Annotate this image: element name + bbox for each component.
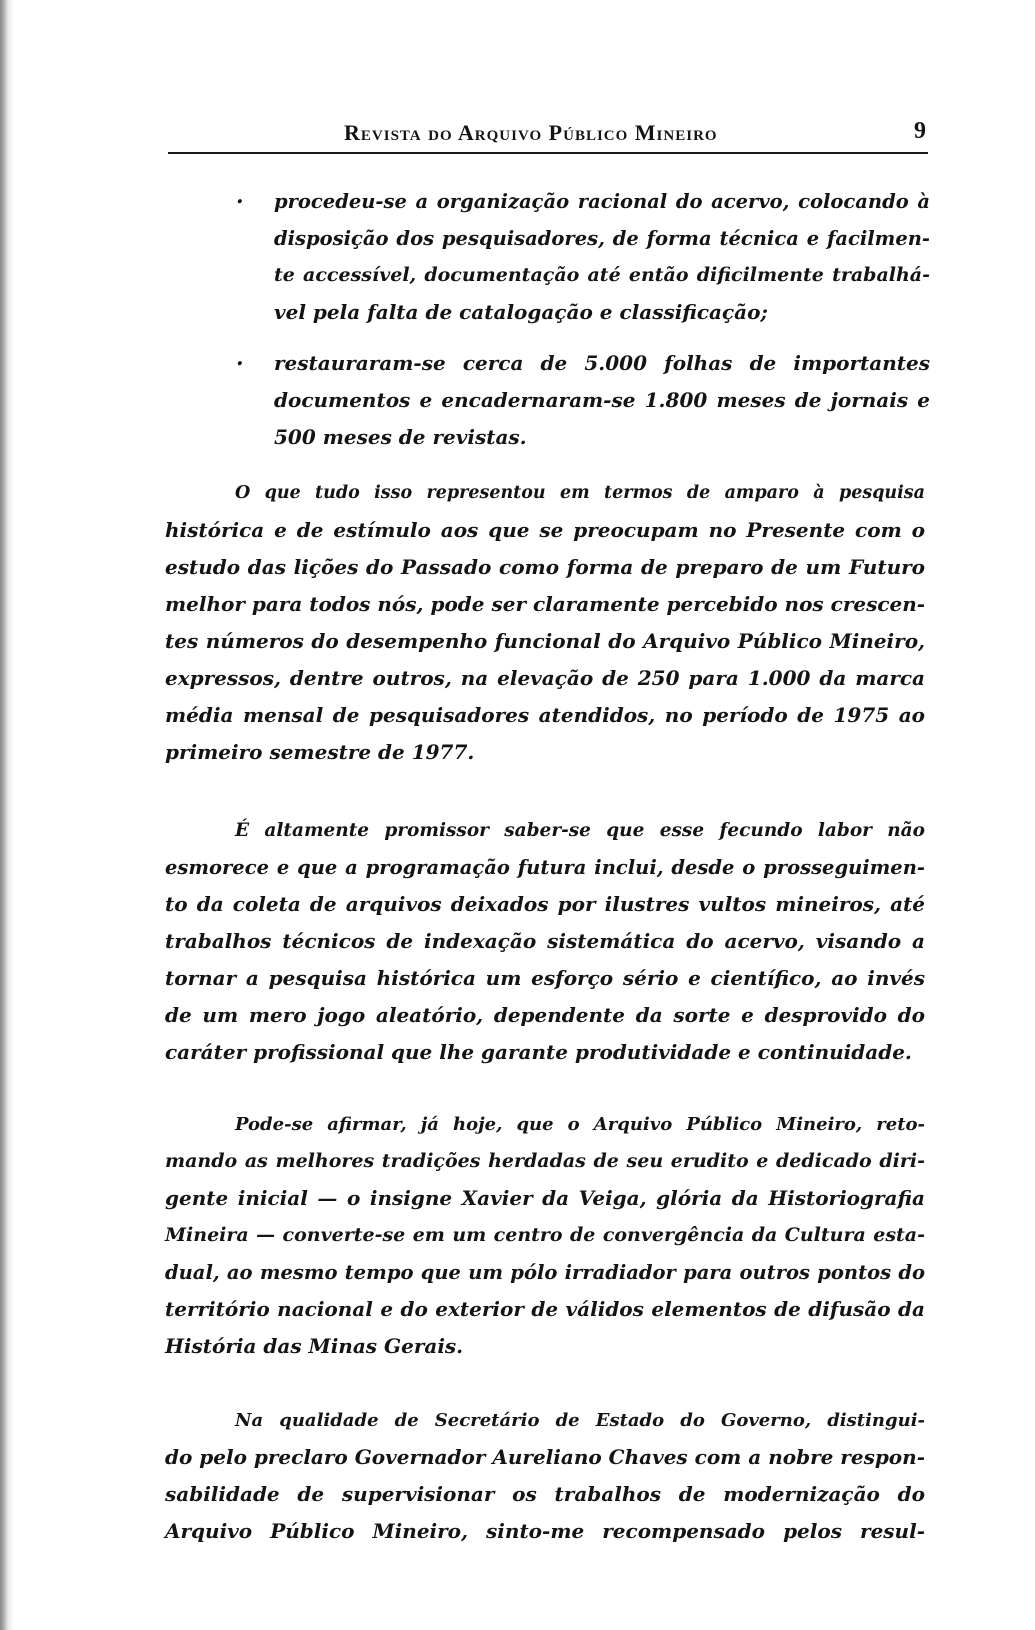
text-line: primeiro semestre de 1977. <box>165 740 475 764</box>
bullet-marker: . <box>236 345 244 371</box>
text-line: dual, ao mesmo tempo que um pólo irradiador para outros pontos do <box>165 1261 925 1284</box>
text-line: tornar a pesquisa histórica um esforço sério e científico, ao invés <box>165 966 925 990</box>
paragraph <box>165 1402 925 1550</box>
text-line: História das Minas Gerais. <box>165 1334 464 1358</box>
text-line: expressos, dentre outros, na elevação de 250 para 1.000 da marca <box>165 666 925 690</box>
text-line: É altamente promissor saber-se que esse fecundo labor não <box>235 820 925 841</box>
text-line: vel pela falta de catalogação e classificação; <box>274 300 768 324</box>
paragraph <box>165 475 925 771</box>
text-line: 500 meses de revistas. <box>274 425 527 449</box>
text-line: Arquivo Público Mineiro, sinto-me recompensado pelos resul- <box>165 1519 925 1543</box>
text-line: restauraram-se cerca de 5.000 folhas de importantes <box>274 351 930 375</box>
text-line: documentos e encadernaram-se 1.800 meses de jornais e <box>274 388 930 412</box>
text-line: trabalhos técnicos de indexação sistemática do acervo, visando a <box>165 929 925 953</box>
journal-title: Revista do Arquivo Público Mineiro <box>344 120 718 145</box>
text-line: estudo das lições do Passado como forma de preparo de um Futuro <box>165 555 925 579</box>
text-line: disposição dos pesquisadores, de forma técnica e facilmen- <box>274 227 930 250</box>
text-line: tes números do desempenho funcional do Arquivo Público Mineiro, <box>165 629 925 653</box>
text-line: gente inicial — o insigne Xavier da Veiga, glória da Historiografia <box>165 1186 925 1210</box>
text-line: de um mero jogo aleatório, dependente da sorte e desprovido do <box>165 1003 925 1027</box>
scan-binding-edge <box>0 0 14 1630</box>
bullet-marker: . <box>236 183 244 209</box>
text-line: esmorece e que a programação futura inclui, desde o prosseguimen- <box>165 856 925 879</box>
page-number: 9 <box>914 118 926 144</box>
paragraph <box>165 1106 925 1365</box>
text-line: média mensal de pesquisadores atendidos, no período de 1975 ao <box>165 703 925 727</box>
text-line: Mineira — converte-se em um centro de convergência da Cultura esta- <box>165 1224 925 1246</box>
text-line: Pode-se afirmar, já hoje, que o Arquivo Público Mineiro, reto- <box>235 1114 925 1135</box>
text-line: melhor para todos nós, pode ser claramente percebido nos crescen- <box>165 592 926 616</box>
text-line: procedeu-se a organização racional do acervo, colocando à <box>274 190 930 213</box>
text-line: mando as melhores tradições herdadas de seu erudito e dedicado diri- <box>165 1150 925 1172</box>
text-line: O que tudo isso representou em termos de amparo à pesquisa <box>235 483 925 503</box>
text-line: território nacional e do exterior de válidos elementos de difusão da <box>165 1297 925 1321</box>
running-header <box>168 118 928 154</box>
text-line: do pelo preclaro Governador Aureliano Chaves com a nobre respon- <box>165 1445 925 1469</box>
paragraph <box>165 812 925 1071</box>
text-line: te accessível, documentação até então dificilmente trabalhá- <box>274 264 930 286</box>
text-line: histórica e de estímulo aos que se preocupam no Presente com o <box>165 518 925 542</box>
text-line: to da coleta de arquivos deixados por ilustres vultos mineiros, até <box>165 892 925 916</box>
text-line: sabilidade de supervisionar os trabalhos de modernização do <box>165 1482 925 1506</box>
text-line: Na qualidade de Secretário de Estado do Governo, distingui- <box>235 1410 925 1431</box>
text-line: caráter profissional que lhe garante produtividade e continuidade. <box>165 1040 912 1064</box>
